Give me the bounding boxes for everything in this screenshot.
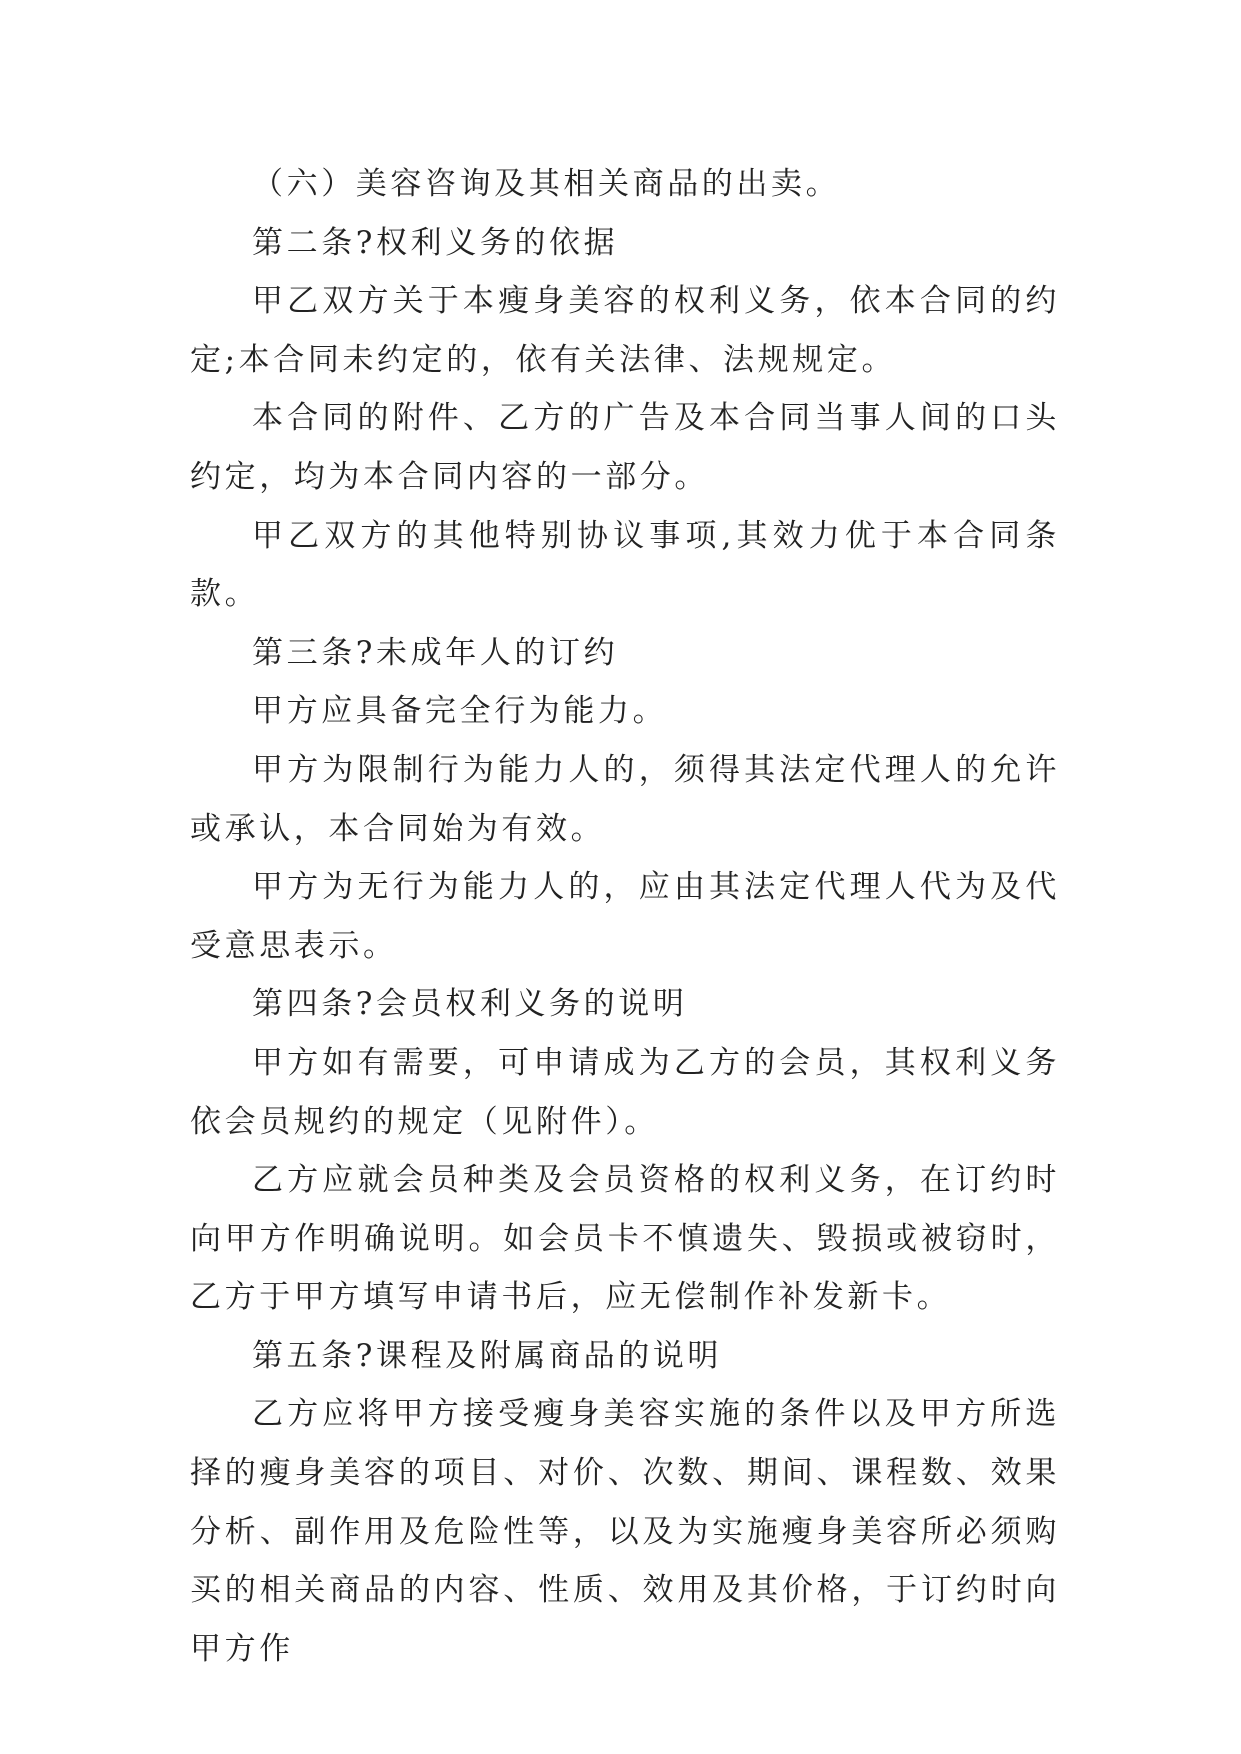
paragraph-item-6: （六）美容咨询及其相关商品的出卖。 xyxy=(252,166,841,202)
contract-text xyxy=(190,155,1060,1678)
article-5-heading: 第五条?课程及附属商品的说明 xyxy=(252,1337,723,1374)
paragraph: 本合同的附件、乙方的广告及本合同当事人间的口头约定，均为本合同内容的一部分。 xyxy=(190,400,1060,495)
paragraph: 乙方应就会员种类及会员资格的权利义务，在订约时向甲方作明确说明。如会员卡不慎遗失、毁损或被窃时，乙方于甲方填写申请书后，应无偿制作补发新卡。 xyxy=(190,1162,1060,1316)
paragraph: 甲方为无行为能力人的，应由其法定代理人代为及代受意思表示。 xyxy=(190,869,1060,964)
article-4-heading: 第四条?会员权利义务的说明 xyxy=(252,986,688,1023)
paragraph: 甲方应具备完全行为能力。 xyxy=(252,693,668,730)
paragraph: 甲方为限制行为能力人的，须得其法定代理人的允许或承认，本合同始为有效。 xyxy=(190,751,1060,847)
paragraph: 乙方应将甲方接受瘦身美容实施的条件以及甲方所选择的瘦身美容的项目、对价、次数、期间、课程数、效果分析、副作用及危险性等，以及为实施瘦身美容所必须购买的相关商品的内容、性质、效用及其价格，于订约时向甲方作 xyxy=(190,1396,1060,1667)
paragraph: 甲乙双方的其他特别协议事项,其效力优于本合同条款。 xyxy=(190,517,1060,613)
paragraph: 甲乙双方关于本瘦身美容的权利义务，依本合同的约定;本合同未约定的，依有关法律、法规规定。 xyxy=(190,283,1060,378)
paragraph: 甲方如有需要，可申请成为乙方的会员，其权利义务依会员规约的规定（见附件）。 xyxy=(190,1044,1060,1140)
article-3-heading: 第三条?未成年人的订约 xyxy=(252,634,619,671)
article-2-heading: 第二条?权利义务的依据 xyxy=(252,224,619,261)
